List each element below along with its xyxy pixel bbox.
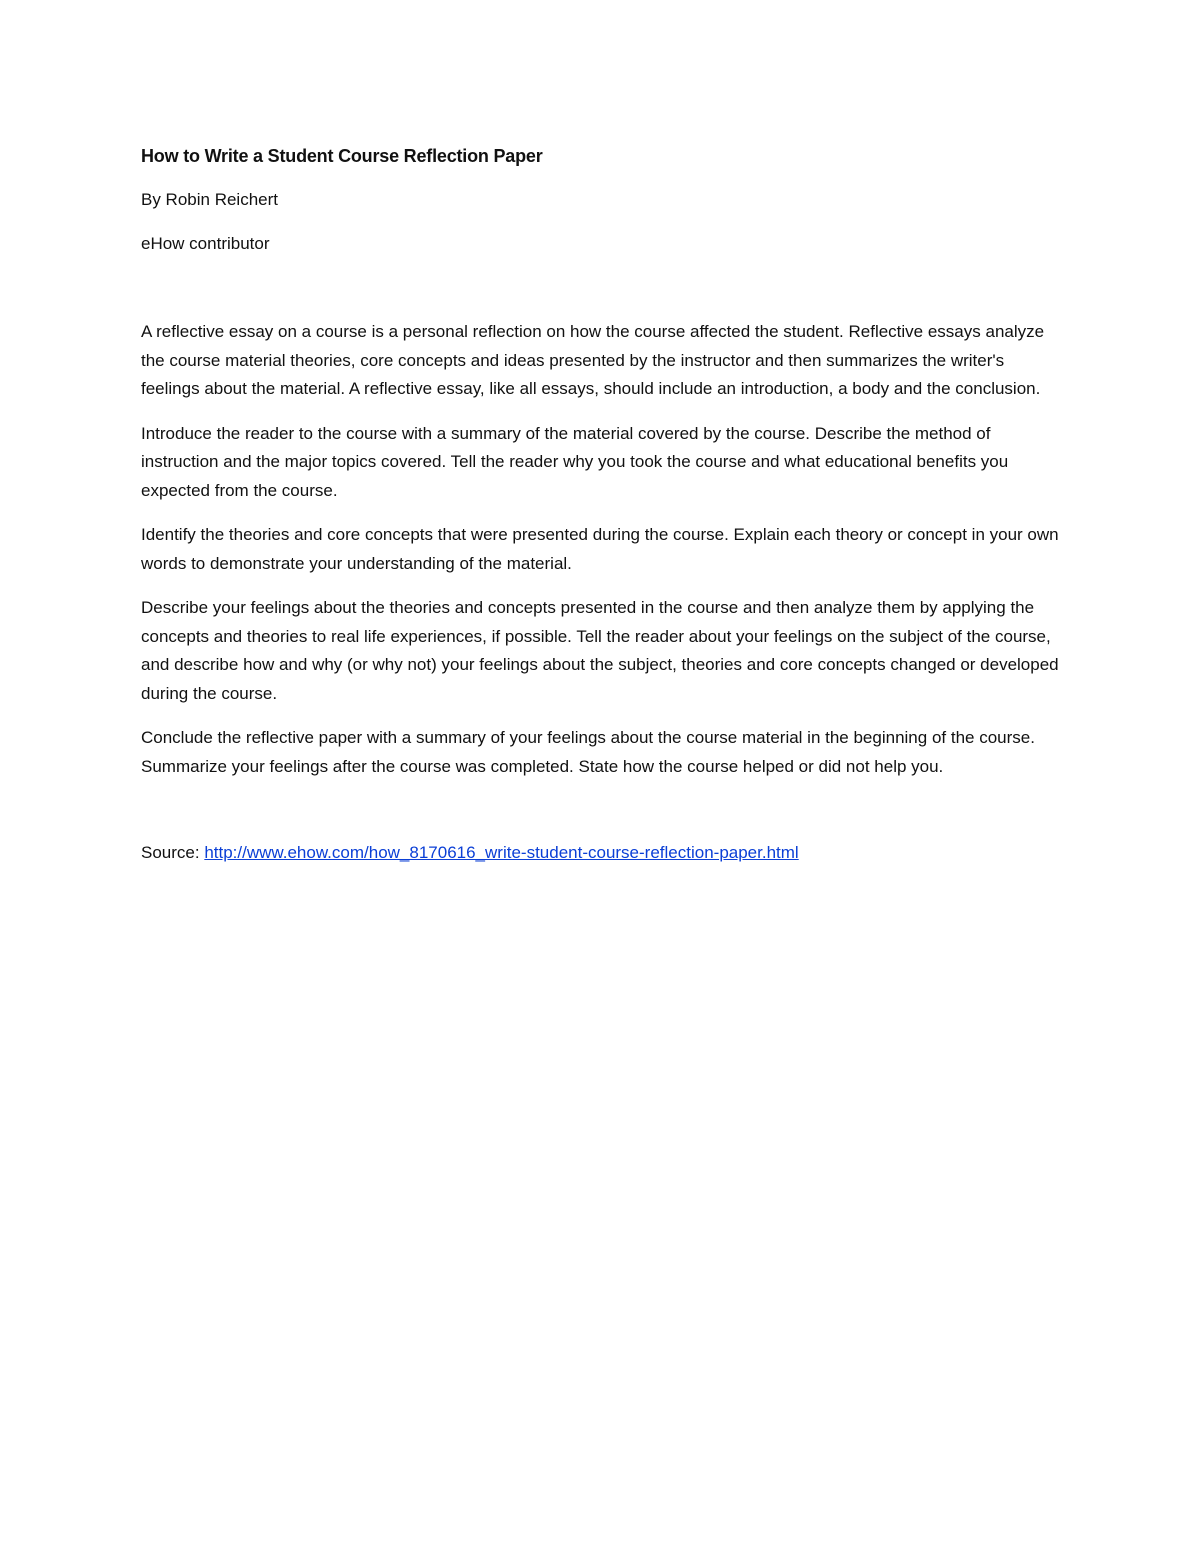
source-link[interactable]: http://www.ehow.com/how_8170616_write-student-course-reflection-paper.html (204, 843, 799, 862)
paragraph-introduce-course: Introduce the reader to the course with a summary of the material covered by the course. Describe the method of instruction and the major topics covered. Tell the reader why you took the course and what educational benefits you expected from the course. (141, 423, 1009, 500)
source-line (141, 839, 1061, 867)
author-role: eHow contributor (141, 234, 270, 253)
paragraph-identify-theories: Identify the theories and core concepts that were presented during the course. Explain each theory or concept in your own words to demonstrate your understanding of the material. (141, 525, 1059, 573)
author-line: By Robin Reichert (141, 190, 279, 209)
document-title: How to Write a Student Course Reflection Paper (141, 146, 543, 166)
paragraph-intro: A reflective essay on a course is a personal reflection on how the course affected the student. Reflective essays analyze the course material theories, core concepts and ideas presented by the instructor and then summarizes the writer's feelings about the material. A reflective essay, like all essays, should include an introduction, a body and the conclusion. (141, 322, 1045, 398)
paragraph-describe-feelings: Describe your feelings about the theories and concepts presented in the course and then analyze them by applying the concepts and theories to real life experiences, if possible. Tell the reader about your feelings on the subject of the course, and describe how and why (or why not) your feelings about the subject, theories and core concepts changed or developed during the course. (141, 598, 1059, 703)
document-body (141, 142, 1061, 867)
paragraph-conclusion: Conclude the reflective paper with a summary of your feelings about the course material in the beginning of the course. Summarize your feelings after the course was completed. State how the course helped or did not help you. (141, 728, 1035, 776)
source-label: Source: (141, 843, 200, 862)
